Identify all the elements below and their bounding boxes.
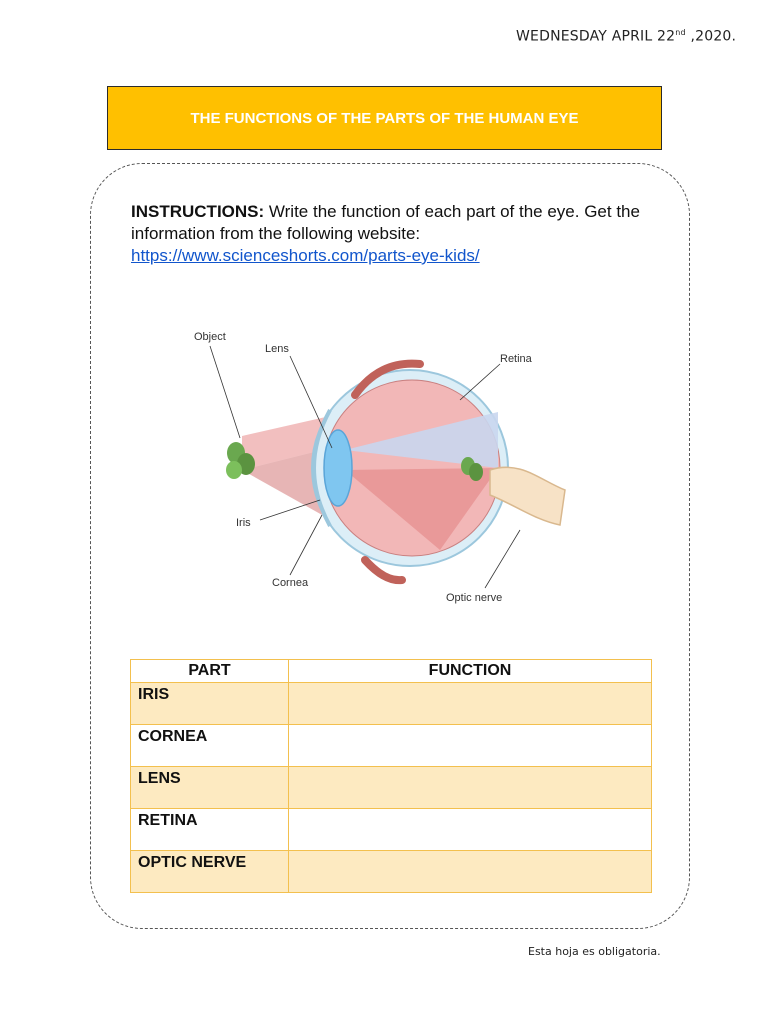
label-retina: Retina: [500, 353, 532, 365]
cornea-pointer: [290, 515, 322, 575]
date-tail: ,2020.: [685, 28, 737, 45]
table-row: [131, 767, 652, 809]
footer-note: Esta hoja es obligatoria.: [528, 945, 661, 958]
label-lens: Lens: [265, 343, 289, 355]
part-cell: CORNEA: [131, 725, 289, 767]
iris-pointer: [260, 500, 320, 520]
date-suffix: nd: [675, 28, 686, 37]
optic-nerve-shape: [490, 467, 565, 525]
lens-shape: [324, 430, 352, 506]
retina-pointer: [460, 364, 500, 400]
function-cell[interactable]: [289, 809, 652, 851]
function-cell[interactable]: [289, 725, 652, 767]
page-title: THE FUNCTIONS OF THE PARTS OF THE HUMAN EYE: [190, 109, 579, 127]
date-header: [516, 28, 736, 45]
optic-nerve-pointer: [485, 530, 520, 588]
part-cell: RETINA: [131, 809, 289, 851]
part-cell: OPTIC NERVE: [131, 851, 289, 893]
label-optic-nerve: Optic nerve: [446, 592, 503, 604]
table-row: [131, 725, 652, 767]
date-text: WEDNESDAY APRIL 22: [516, 28, 676, 45]
part-cell: LENS: [131, 767, 289, 809]
eye-diagram: [180, 320, 580, 610]
source-link[interactable]: https://www.scienceshorts.com/parts-eye-kids/: [131, 246, 480, 265]
header-part: PART: [131, 660, 289, 683]
part-cell: IRIS: [131, 683, 289, 725]
instructions-text: Write the function of each part of the eye. Get the information from the following website:: [131, 202, 640, 243]
function-cell[interactable]: [289, 767, 652, 809]
label-cornea: Cornea: [272, 577, 309, 589]
label-object: Object: [194, 331, 226, 343]
instructions: [131, 201, 651, 267]
title-banner: [107, 86, 662, 150]
table-row: [131, 851, 652, 893]
table-row: [131, 683, 652, 725]
instructions-label: INSTRUCTIONS:: [131, 202, 265, 221]
table-row: [131, 809, 652, 851]
function-cell[interactable]: [289, 851, 652, 893]
header-function: FUNCTION: [289, 660, 652, 683]
object-pointer: [210, 346, 240, 438]
table-header-row: [131, 660, 652, 683]
function-cell[interactable]: [289, 683, 652, 725]
label-iris: Iris: [236, 517, 251, 529]
parts-table: [130, 659, 652, 893]
